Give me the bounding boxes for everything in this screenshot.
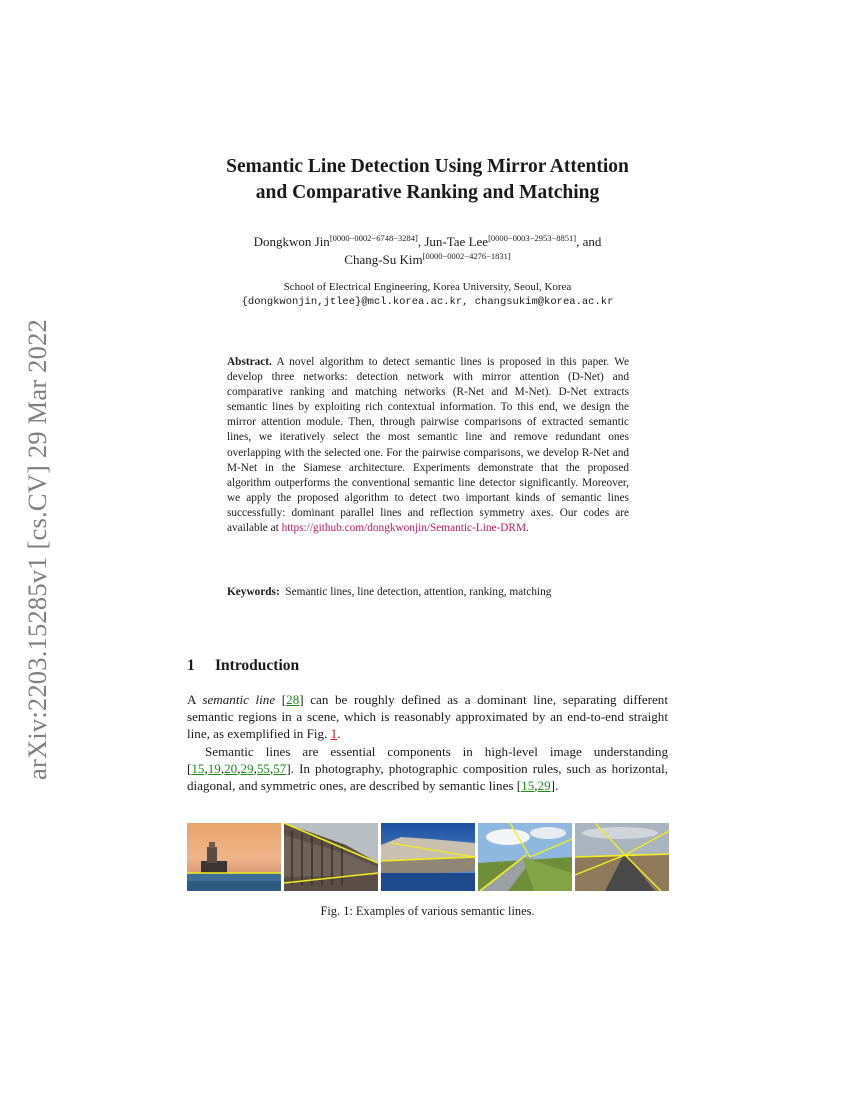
author-list: [150, 233, 705, 269]
example-image-building: [284, 823, 378, 891]
citation-link[interactable]: 15: [521, 778, 535, 794]
section-heading: [187, 657, 299, 675]
figure-caption: Fig. 1: Examples of various semantic lines.: [320, 904, 535, 918]
introduction-body: [187, 691, 668, 794]
arxiv-identifier: arXiv:2203.15285v1 [cs.CV] 29 Mar 2022: [22, 319, 52, 780]
text-run: Semantic lines are essential components in high-level image understanding [: [187, 743, 668, 776]
text-run: ,: [269, 760, 274, 776]
citation-link[interactable]: 28: [286, 692, 300, 707]
author-3-orcid: [0000−0002−4276−1831]: [422, 251, 511, 261]
section-title: Introduction: [215, 657, 300, 674]
text-run: .: [337, 726, 341, 742]
text-run: ,: [237, 760, 241, 776]
institution: School of Electrical Engineering, Korea University, Seoul, Korea: [283, 281, 572, 293]
emphasized-term: semantic line: [202, 692, 276, 707]
title-line-2: and Comparative Ranking and Matching: [255, 182, 600, 203]
citation-link[interactable]: 19: [207, 760, 221, 776]
example-image-road: [575, 823, 669, 891]
text-run: ,: [220, 760, 225, 776]
code-repository-link[interactable]: https://github.com/dongkwonjin/Semantic-Line-DRM: [281, 522, 527, 535]
text-run: ].: [550, 778, 559, 794]
author-separator: ,: [417, 234, 425, 249]
text-run: ]. In photography, photographic composition rules, such as horizontal, diagonal, and symmetric ones, are described by semantic lines [: [187, 760, 668, 794]
affiliation: [150, 280, 705, 310]
author-2-name: Jun-Tae Lee: [424, 234, 489, 249]
keywords-text: Semantic lines, line detection, attention, ranking, matching: [285, 586, 552, 598]
author-line-2: [150, 251, 705, 269]
paper-title: [150, 154, 705, 206]
text-run: ,: [534, 778, 538, 794]
text-run: ,: [204, 760, 208, 776]
example-image-lake-reflection: [381, 823, 475, 891]
example-image-bridge: [478, 823, 572, 891]
example-image-lighthouse: [187, 823, 281, 891]
author-2-orcid: [0000−0003−2953−8851]: [488, 233, 577, 243]
text-run: ] can be roughly defined as a dominant line, separating different semantic regions in a scene, which is reasonably approximated by an end-to-end straight line, as exemplified in Fig.: [187, 692, 668, 742]
author-separator: , and: [576, 234, 602, 249]
citation-link[interactable]: 29: [240, 760, 254, 776]
text-run: ,: [253, 760, 257, 776]
citation-link[interactable]: 15: [191, 760, 205, 776]
intro-paragraph-2: [187, 743, 668, 795]
text-run: [: [275, 692, 287, 707]
figure-semantic-line-examples: [187, 823, 668, 891]
citation-link[interactable]: 20: [224, 760, 238, 776]
abstract-text: A novel algorithm to detect semantic lines is proposed in this paper. We develop three networks: detection network with mirror attention (D-Net) and comparative ranking and matching networks (R-Net and M-Net). D-Net extracts semantic lines by exploiting rich contextual information. To this end, we design the mirror attention module. Then, through pairwise comparisons of extracted semantic lines, we iteratively select the most semantic line and remove redundant ones overlapping with the selected one. For the pairwise comparisons, we develop R-Net and M-Net in the Siamese architecture. Experiments demonstrate that the proposed algorithm outperforms the conventional semantic line detector significantly. Moreover, we apply the proposed algorithm to detect two important kinds of semantic lines successfully: dominant parallel lines and reflection symmetry axes. Our codes are available at: [227, 356, 629, 535]
author-1-orcid: [0000−0002−6748−3284]: [329, 233, 418, 243]
author-1-name: Dongkwon Jin: [253, 234, 330, 249]
text-run: A: [187, 692, 203, 707]
author-line-1: [150, 233, 705, 251]
author-3-name: Chang-Su Kim: [344, 252, 423, 267]
citation-link[interactable]: 57: [273, 760, 287, 776]
title-line-1: Semantic Line Detection Using Mirror Attention: [226, 156, 629, 177]
abstract: [227, 355, 629, 536]
intro-paragraph-1: [187, 691, 668, 743]
abstract-end: .: [526, 522, 529, 535]
keywords: [227, 585, 629, 600]
author-emails: {dongkwonjin,jtlee}@mcl.korea.ac.kr, changsukim@korea.ac.kr: [241, 296, 614, 308]
citation-link[interactable]: 29: [537, 778, 551, 794]
citation-link[interactable]: 55: [256, 760, 270, 776]
keywords-label: Keywords:: [227, 586, 280, 598]
figure-reference-link[interactable]: 1: [330, 726, 338, 742]
abstract-label: Abstract.: [227, 356, 272, 368]
section-number: 1: [187, 657, 195, 674]
